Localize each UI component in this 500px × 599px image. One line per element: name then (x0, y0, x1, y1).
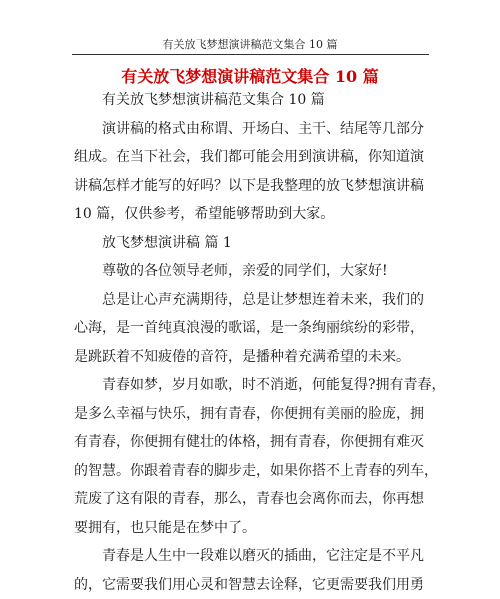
document-body (74, 86, 428, 599)
body-line: 青春是人生中一段难以磨灭的插曲，它注定是不平凡 (74, 542, 428, 571)
body-line: 心海，是一首纯真浪漫的歌谣，是一条绚丽缤纷的彩带， (74, 314, 428, 343)
body-line: 要拥有，也只能是在梦中了。 (74, 514, 428, 543)
body-line: 是跳跃着不知疲倦的音符，是播种着充满希望的未来。 (74, 343, 428, 372)
body-line: 的智慧。你跟着青春的脚步走，如果你搭不上青春的列车， (74, 457, 428, 486)
body-line: 10 篇，仅供参考，希望能够帮助到大家。 (74, 200, 428, 229)
body-line: 有关放飞梦想演讲稿范文集合 10 篇 (74, 86, 428, 115)
body-line: 演讲稿的格式由称谓、开场白、主干、结尾等几部分 (74, 115, 428, 144)
body-line: 尊敬的各位领导老师，亲爱的同学们，大家好! (74, 257, 428, 286)
body-line: 有青春，你便拥有健壮的体格，拥有青春，你便拥有难灭 (74, 428, 428, 457)
body-line: 是多么幸福与快乐，拥有青春，你便拥有美丽的脸庞，拥 (74, 400, 428, 429)
body-line: 青春如梦，岁月如歌，时不消逝，何能复得?拥有青春， (74, 371, 428, 400)
section-heading: 放飞梦想演讲稿 篇 1 (74, 229, 428, 258)
body-line: 荒废了这有限的青春，那么，青春也会离你而去，你再想 (74, 485, 428, 514)
header-divider (72, 54, 429, 55)
running-header: 有关放飞梦想演讲稿范文集合 10 篇 (0, 36, 500, 52)
document-title: 有关放飞梦想演讲稿范文集合 10 篇 (0, 64, 500, 87)
body-line: 总是让心声充满期待，总是让梦想连着未来，我们的 (74, 286, 428, 315)
body-line: 的，它需要我们用心灵和智慧去诠释，它更需要我们用勇 (74, 571, 428, 599)
body-line: 讲稿怎样才能写的好吗？以下是我整理的放飞梦想演讲稿 (74, 172, 428, 201)
body-line: 组成。在当下社会，我们都可能会用到演讲稿，你知道演 (74, 143, 428, 172)
